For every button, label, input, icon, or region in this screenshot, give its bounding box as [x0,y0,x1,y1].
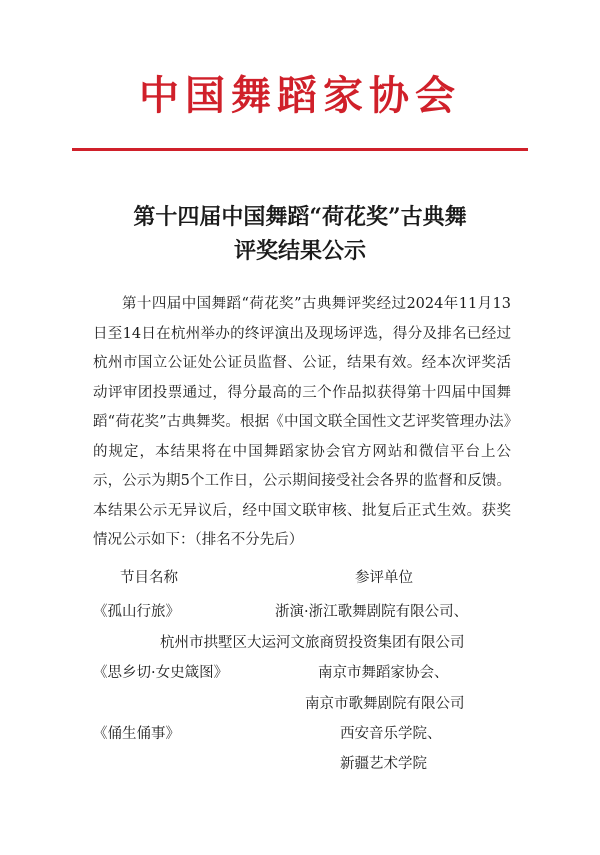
announcement-paragraph: 第十四届中国舞蹈“荷花奖”古典舞评奖经过2024年11月13日至14日在杭州举办的终评演出及现场评选，得分及排名已经过杭州市国立公证处公证员监督、公证，结果有效。经本次评奖活动评审团投票通过，得分最高的三个作品拟获得第十四届中国舞蹈“荷花奖”古典舞奖。根据《中国文联全国性文艺评奖管理办法》的规定，本结果将在中国舞蹈家协会官方网站和微信平台上公示，公示为期5个工作日，公示期间接受社会各界的监督和反馈。本结果公示无异议后，经中国文联审核、批复后正式生效。获奖情况公示如下：（排名不分先后） [93,296,511,548]
award-unit: 新疆艺术学院 [340,756,427,772]
award-unit: 浙演·浙江歌舞剧院有限公司、 [275,604,469,620]
award-program: 《孤山行旅》 [93,604,180,620]
column-header-unit: 参评单位 [355,570,413,586]
award-unit: 南京市歌舞剧院有限公司 [305,696,465,712]
column-header-program: 节目名称 [120,570,178,586]
award-unit: 南京市舞蹈家协会、 [318,665,449,681]
header-red-rule [72,148,528,151]
award-unit: 杭州市拱墅区大运河文旅商贸投资集团有限公司 [160,635,465,651]
organization-header: 中国舞蹈家协会 [139,72,461,119]
award-unit: 西安音乐学院、 [340,726,442,742]
award-program: 《俑生俑事》 [93,726,180,742]
document-title-line-1: 第十四届中国舞蹈“荷花奖”古典舞 [133,204,467,230]
document-title [0,200,600,268]
award-program: 《思乡切·女史箴图》 [93,665,229,681]
document-title-line-2: 评奖结果公示 [233,238,366,264]
